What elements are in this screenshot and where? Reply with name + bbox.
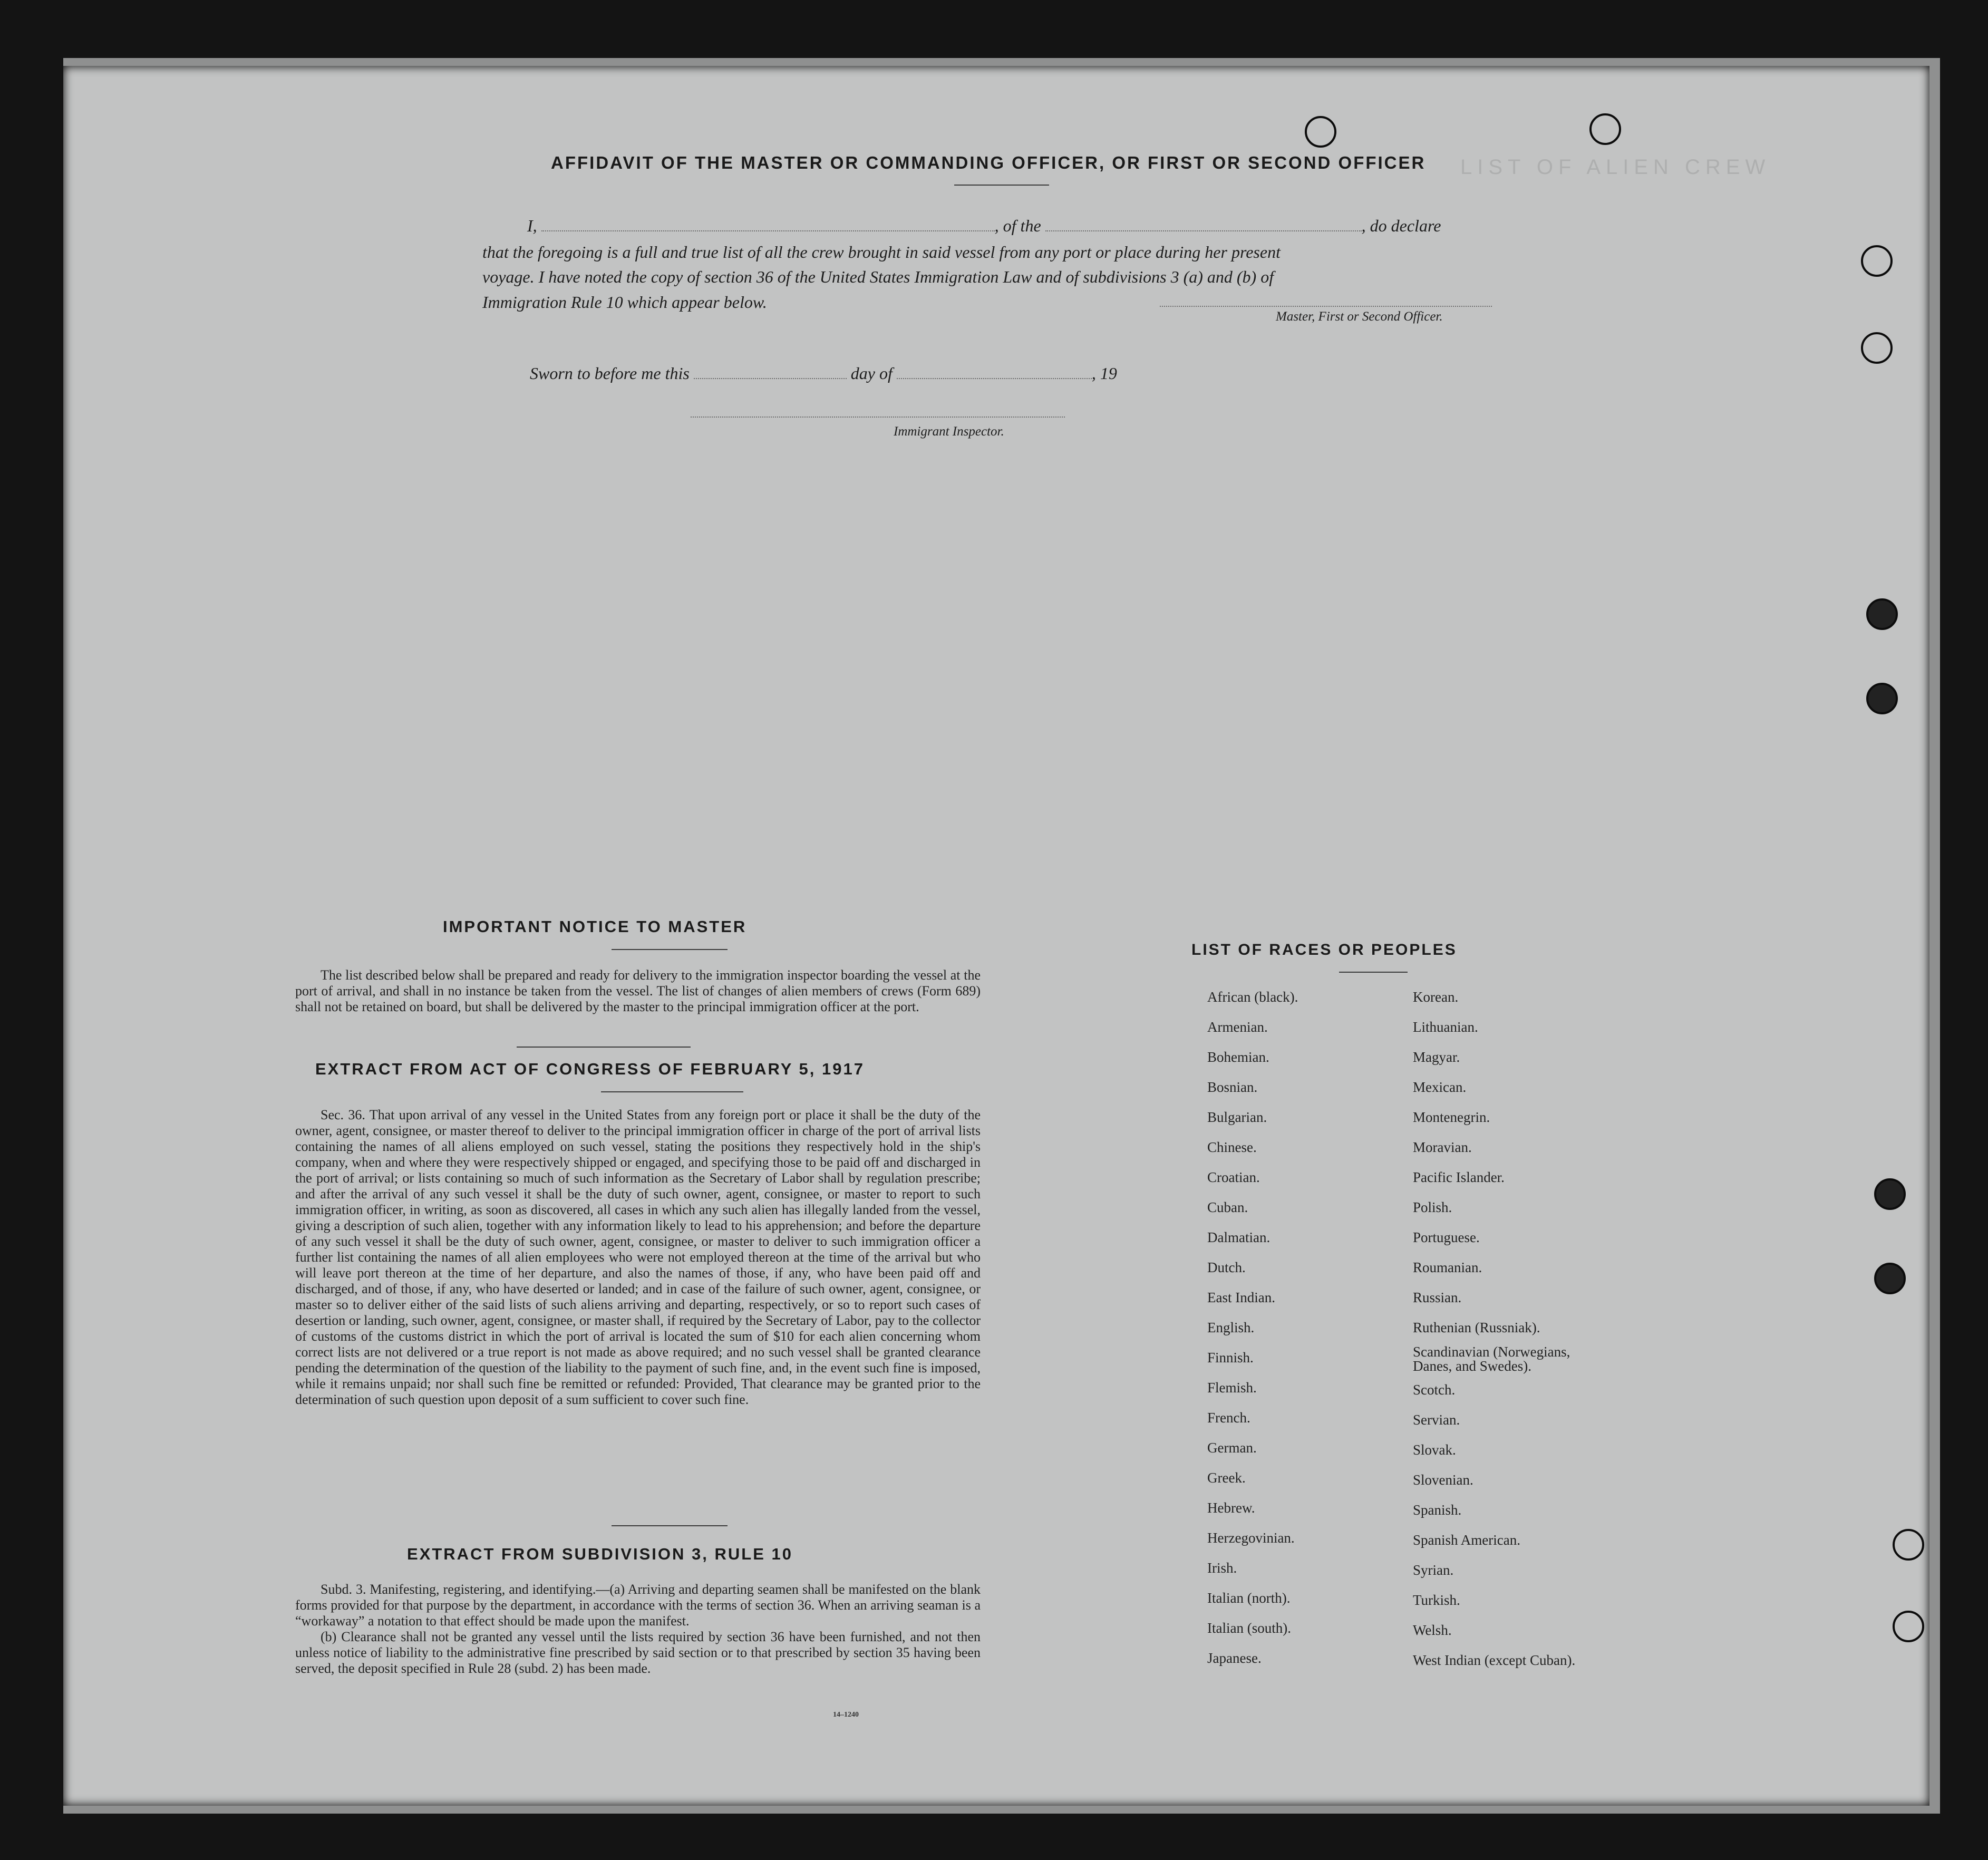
punch-hole: [1866, 683, 1898, 714]
race-entry: Scandinavian (Norwegians, Danes, and Swedes).: [1413, 1344, 1570, 1374]
race-entry: Slovak.: [1413, 1442, 1456, 1458]
affidavit-line-2: that the foregoing is a full and true list of all the crew brought in said vessel from any port or place during her present: [482, 243, 1281, 261]
race-entry: Montenegrin.: [1413, 1109, 1490, 1125]
signature-label: Master, First or Second Officer.: [1276, 309, 1443, 324]
punch-hole: [1874, 1263, 1906, 1294]
divider: [601, 1091, 743, 1092]
divider: [954, 185, 1049, 186]
act-extract-text: [295, 1107, 981, 1408]
sworn-day-of: day of: [850, 364, 893, 383]
races-column-2: [1413, 982, 1687, 1675]
race-entry: Japanese.: [1207, 1650, 1262, 1666]
race-entry: West Indian (except Cuban).: [1413, 1652, 1576, 1668]
race-entry: Ruthenian (Russniak).: [1413, 1320, 1540, 1335]
race-entry: Pacific Islander.: [1413, 1169, 1505, 1185]
punch-hole: [1893, 1529, 1924, 1561]
punch-hole: [1861, 332, 1893, 364]
race-entry: Croatian.: [1207, 1169, 1260, 1185]
races-column-1: [1207, 982, 1418, 1673]
punch-hole: [1874, 1178, 1906, 1210]
punch-hole: [1305, 116, 1336, 148]
punch-hole: [1866, 598, 1898, 630]
affidavit-title: AFFIDAVIT OF THE MASTER OR COMMANDING OFFICER, OR FIRST OR SECOND OFFICER: [551, 153, 1426, 172]
divider: [612, 949, 728, 950]
form-number: 14–1240: [833, 1711, 859, 1719]
race-entry: Greek.: [1207, 1470, 1246, 1486]
race-entry: Lithuanian.: [1413, 1019, 1478, 1035]
inspector-signature-blank: [691, 416, 1065, 418]
race-entry: Italian (north).: [1207, 1590, 1291, 1606]
race-entry: Polish.: [1413, 1199, 1452, 1215]
divider: [517, 1047, 691, 1048]
race-entry: Magyar.: [1413, 1049, 1460, 1065]
race-entry: Flemish.: [1207, 1380, 1257, 1396]
divider: [1339, 972, 1408, 973]
race-entry: Hebrew.: [1207, 1500, 1255, 1516]
race-entry: French.: [1207, 1410, 1250, 1426]
race-entry: Syrian.: [1413, 1562, 1454, 1578]
race-entry: Turkish.: [1413, 1592, 1460, 1608]
punch-hole: [1861, 245, 1893, 277]
punch-hole: [1893, 1611, 1924, 1642]
notice-paragraph: The list described below shall be prepared and ready for delivery to the immigration inspector boarding the vessel at the port of arrival, and shall in no instance be taken from the vessel. The list of changes of alien members of crews (Form 689) shall not be retained on board, but shall be delivered by the master to the principal immigration officer at the port.: [295, 967, 981, 1014]
day-blank: [694, 378, 847, 379]
race-entry: Italian (south).: [1207, 1620, 1291, 1636]
race-entry: Finnish.: [1207, 1350, 1254, 1365]
race-entry: Irish.: [1207, 1560, 1237, 1576]
sworn-line: [530, 364, 1117, 383]
race-entry: Herzegovinian.: [1207, 1530, 1295, 1546]
race-entry: Bosnian.: [1207, 1079, 1258, 1095]
punch-hole: [1589, 113, 1621, 145]
act-extract-title: EXTRACT FROM ACT OF CONGRESS OF FEBRUARY 5, 1917: [315, 1060, 865, 1078]
rule-extract-text: [295, 1582, 981, 1677]
race-entry: Chinese.: [1207, 1139, 1257, 1155]
race-entry: Scotch.: [1413, 1382, 1456, 1398]
notice-text: [295, 967, 981, 1015]
affidavit-line-4: Immigration Rule 10 which appear below.: [482, 293, 767, 312]
month-blank: [897, 378, 1092, 379]
section-36-paragraph: Sec. 36. That upon arrival of any vessel in the United States from any foreign port or place it shall be the duty of the owner, agent, consignee, or master thereof to deliver to the principal immigration officer in charge of the port of arrival lists containing the names of all aliens employed on such vessel, stating the positions they respectively hold in the ship's company, when and where they were respectively shipped or engaged, and specifying those to be paid off and discharged in the port of arrival; or lists containing so much of such information as the Secretary of Labor shall by regulation prescribe; and after the arrival of any such vessel it shall be the duty of such owner, agent, consignee, or master to report to such immigration officer, in writing, as soon as discovered, all cases in which any such alien has illegally landed from the vessel, giving a description of such alien, together with any information likely to lead to his apprehension; and before the departure of any such vessel it shall be the duty of such owner, agent, consignee, or master to deliver to such immigration officer a further list containing the names of all alien employees who were not employed thereon at the time of the arrival but who will leave port thereon at the time of her departure, and also the names of those, if any, who have been paid off and discharged, and of those, if any, who have deserted or landed; and in case of the failure of such owner, agent, consignee, or master so to deliver either of the said lists of such aliens arriving and departing, respectively, or so to report such cases of desertion or landing, such owner, agent, consignee, or master shall, if required by the Secretary of Labor, pay to the collector of customs of the customs district in which the port of arrival is located the sum of $10 for each alien concerning whom correct lists are not delivered or a true report is not made as above required; and no such vessel shall be granted clearance pending the determination of the question of the liability to the payment of such fine, and, in the event such fine is imposed, while it remains unpaid; nor shall such fine be remitted or refunded: Provided, That clearance may be granted prior to the determination of such question upon deposit of a sum sufficient to cover such fine.: [295, 1107, 981, 1407]
signature-blank: [1160, 306, 1492, 307]
bleed-through-text: LIST OF ALIEN CREW: [1460, 156, 1771, 179]
race-entry: Portuguese.: [1413, 1229, 1480, 1245]
rule-paragraph-b: (b) Clearance shall not be granted any vessel until the lists required by section 36 have been furnished, and not then unless notice of liability to the administrative fine prescribed by said section or to that prescribed by section 35 having been served, the deposit specified in Rule 28 (subd. 2) has been made.: [295, 1629, 981, 1676]
vessel-name-blank: [1045, 230, 1362, 231]
race-entry: English.: [1207, 1320, 1255, 1335]
affidavit-declare: , do declare: [1361, 216, 1441, 235]
race-entry: Spanish American.: [1413, 1532, 1520, 1548]
affidavit-line-3: voyage. I have noted the copy of section 36 of the United States Immigration Law and of subdivisions 3 (a) and (b) of: [482, 267, 1274, 286]
race-entry: Russian.: [1413, 1290, 1462, 1305]
manifest-back-page: [63, 66, 1929, 1806]
race-entry: East Indian.: [1207, 1290, 1275, 1305]
race-entry: Roumanian.: [1413, 1260, 1482, 1275]
race-entry: Cuban.: [1207, 1199, 1248, 1215]
race-entry: African (black).: [1207, 989, 1298, 1005]
affidavit-of-the: , of the: [994, 216, 1041, 235]
sworn-year: , 19: [1091, 364, 1117, 383]
race-entry: Mexican.: [1413, 1079, 1467, 1095]
sworn-prefix: Sworn to before me this: [530, 364, 690, 383]
race-entry: Slovenian.: [1413, 1472, 1473, 1488]
inspector-label: Immigrant Inspector.: [894, 424, 1004, 439]
races-title: LIST OF RACES OR PEOPLES: [1191, 941, 1457, 958]
race-entry: Bohemian.: [1207, 1049, 1269, 1065]
officer-name-blank: [541, 230, 995, 231]
rule-paragraph-a: Subd. 3. Manifesting, registering, and identifying.—(a) Arriving and departing seamen shall be manifested on the blank forms provided for that purpose by the department, in accordance with the terms of section 36. When an arriving seaman is a “workaway” a notation to that effect should be made upon the manifest.: [295, 1582, 981, 1629]
affidavit-i: I,: [527, 216, 537, 235]
race-entry: Servian.: [1413, 1412, 1460, 1428]
notice-title: IMPORTANT NOTICE TO MASTER: [443, 917, 747, 936]
race-entry: Armenian.: [1207, 1019, 1268, 1035]
race-entry: Dalmatian.: [1207, 1229, 1271, 1245]
race-entry: Welsh.: [1413, 1622, 1452, 1638]
race-entry: Dutch.: [1207, 1260, 1246, 1275]
rule-extract-title: EXTRACT FROM SUBDIVISION 3, RULE 10: [407, 1545, 793, 1563]
race-entry: Moravian.: [1413, 1139, 1472, 1155]
race-entry: Spanish.: [1413, 1502, 1462, 1518]
race-entry: German.: [1207, 1440, 1257, 1456]
divider: [612, 1525, 728, 1526]
affidavit-line-1: [527, 216, 1441, 236]
race-entry: Bulgarian.: [1207, 1109, 1267, 1125]
race-entry: Korean.: [1413, 989, 1459, 1005]
